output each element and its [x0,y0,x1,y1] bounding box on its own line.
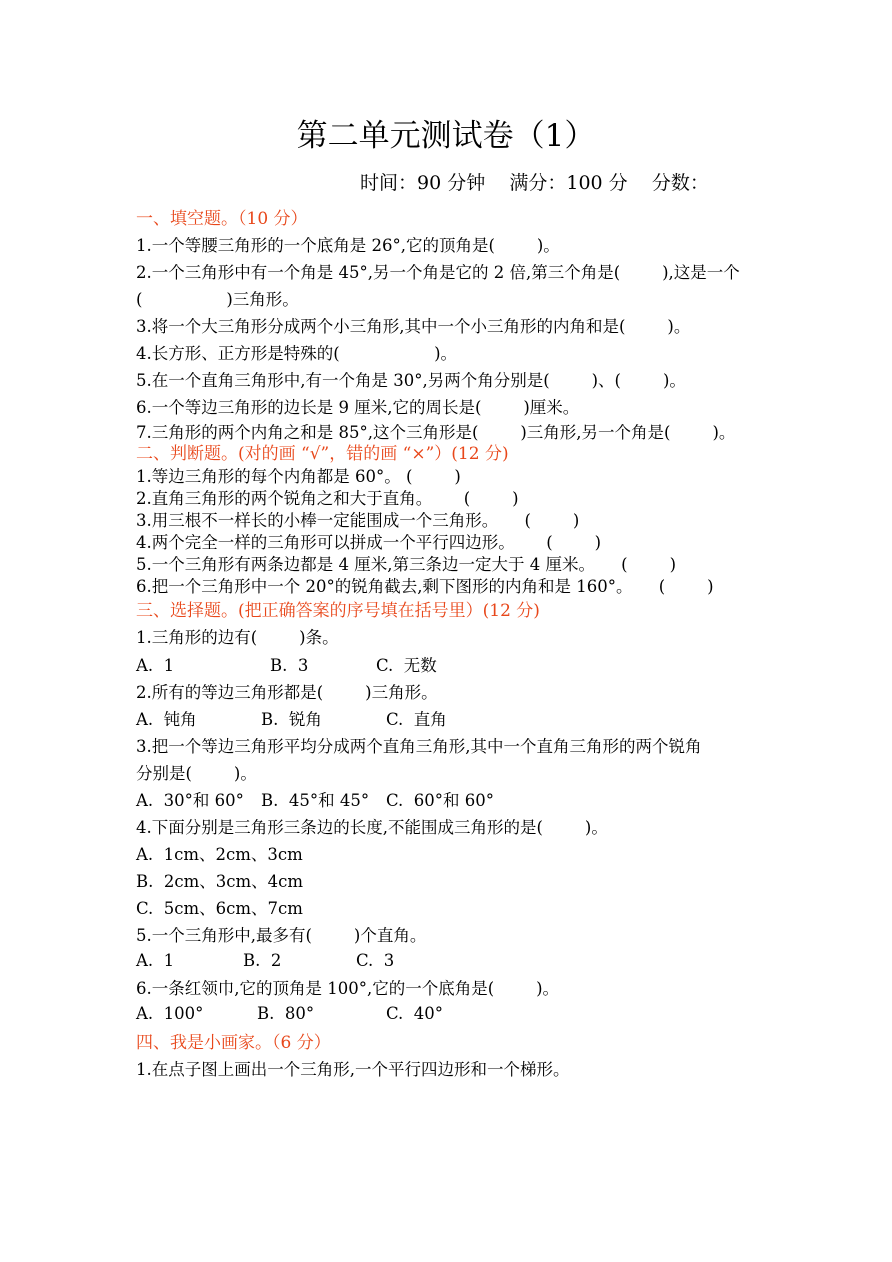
choice-q3-option-b: B. 45°和 45° [261,791,370,810]
section-fill-heading: 一、填空题。（10 分） [136,209,308,229]
choice-q5: 5.一个三角形中,最多有( )个直角。 [136,926,427,945]
exam-meta: 时间：90 分钟 满分：100 分 分数： [360,172,709,194]
judge-q4: 4.两个完全一样的三角形可以拼成一个平行四边形。 ( ) [136,533,602,552]
fill-q2: 2.一个三角形中有一个角是 45°,另一个角是它的 2 倍,第三个角是( ),这是一个 [136,263,740,282]
choice-q1-option-c: C. 无数 [376,656,437,675]
section-choice-heading: 三、选择题。(把正确答案的序号填在括号里）(12 分) [136,601,540,621]
choice-q6-option-b: B. 80° [257,1004,315,1023]
judge-q6: 6.把一个三角形中一个 20°的锐角截去,剩下图形的内角和是 160°。 ( ) [136,577,714,596]
choice-q1-option-b: B. 3 [270,656,309,675]
choice-q4-option-c: C. 5cm、6cm、7cm [136,899,303,918]
section-draw-heading: 四、我是小画家。（6 分） [136,1033,331,1053]
fill-q1: 1.一个等腰三角形的一个底角是 26°,它的顶角是( )。 [136,236,560,255]
choice-q2-option-a: A. 钝角 [136,710,197,729]
fill-q7: 7.三角形的两个内角之和是 85°,这个三角形是( )三角形,另一个角是( )。 [136,423,736,442]
choice-q6-option-a: A. 100° [136,1004,204,1023]
choice-q3: 3.把一个等边三角形平均分成两个直角三角形,其中一个直角三角形的两个锐角 [136,737,702,756]
choice-q5-option-b: B. 2 [243,951,282,970]
fill-q6: 6.一个等边三角形的边长是 9 厘米,它的周长是( )厘米。 [136,398,580,417]
fill-q2-cont: ( )三角形。 [136,290,299,309]
fill-q3: 3.将一个大三角形分成两个小三角形,其中一个小三角形的内角和是( )。 [136,317,691,336]
page-title: 第二单元测试卷（1） [296,118,596,154]
choice-q6: 6.一条红领巾,它的顶角是 100°,它的一个底角是( )。 [136,979,560,998]
choice-q2: 2.所有的等边三角形都是( )三角形。 [136,683,438,702]
choice-q2-option-c: C. 直角 [386,710,447,729]
choice-q4-option-a: A. 1cm、2cm、3cm [136,845,303,864]
choice-q1: 1.三角形的边有( )条。 [136,628,339,647]
choice-q3-cont: 分别是( )。 [136,764,257,783]
section-judge-heading: 二、判断题。(对的画 “√”，错的画 “×”）(12 分) [136,444,509,464]
choice-q4-option-b: B. 2cm、3cm、4cm [136,872,304,891]
judge-q2: 2.直角三角形的两个锐角之和大于直角。 ( ) [136,489,519,508]
judge-q3: 3.用三根不一样长的小棒一定能围成一个三角形。 ( ) [136,511,580,530]
choice-q2-option-b: B. 锐角 [261,710,322,729]
choice-q3-option-c: C. 60°和 60° [386,791,495,810]
choice-q5-option-c: C. 3 [356,951,395,970]
choice-q4: 4.下面分别是三角形三条边的长度,不能围成三角形的是( )。 [136,818,608,837]
judge-q5: 5.一个三角形有两条边都是 4 厘米,第三条边一定大于 4 厘米。 ( ) [136,555,677,574]
choice-q6-option-c: C. 40° [386,1004,444,1023]
fill-q4: 4.长方形、正方形是特殊的( )。 [136,344,458,363]
judge-q1: 1.等边三角形的每个内角都是 60°。 ( ) [136,467,461,486]
draw-q1: 1.在点子图上画出一个三角形,一个平行四边形和一个梯形。 [136,1060,570,1079]
choice-q1-option-a: A. 1 [136,656,175,675]
fill-q5: 5.在一个直角三角形中,有一个角是 30°,另两个角分别是( )、( )。 [136,371,686,390]
choice-q5-option-a: A. 1 [136,951,175,970]
choice-q3-option-a: A. 30°和 60° [136,791,244,810]
